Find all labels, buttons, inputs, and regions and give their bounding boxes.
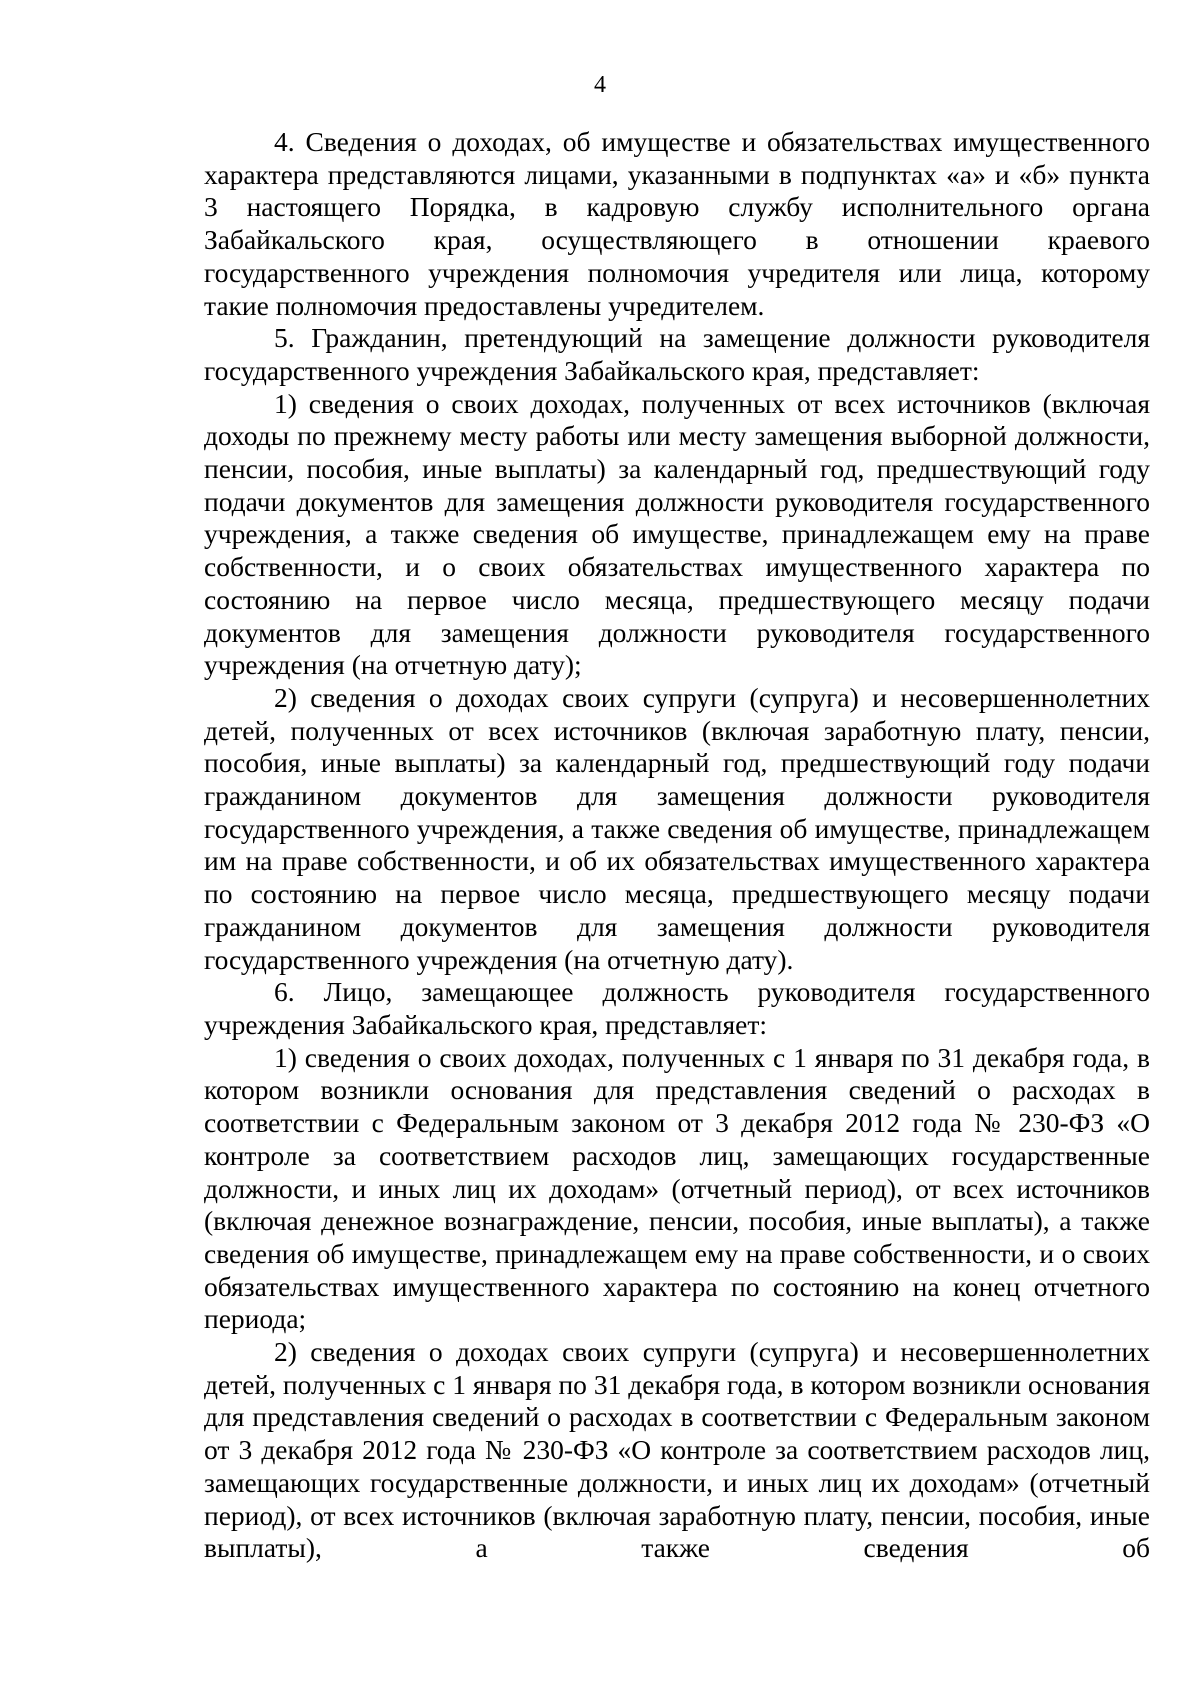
paragraph-5-item-1: 1) сведения о своих доходах, полученных от всех источников (включая доходы по прежнему месту работы или месту замещения выборной должности, пенсии, пособия, иные выплаты) за календарный год, предшествующий году подачи документов для замещения должности руководителя государственного учреждения, а также сведения об имуществе, принадлежащем ему на праве собственности, и о своих обязательствах имущественного характера по состоянию на первое число месяца, предшествующего месяцу подачи документов для замещения должности руководителя государственного учреждения (на отчетную дату); bbox=[204, 387, 1150, 681]
page-number: 4 bbox=[594, 72, 606, 98]
paragraph-4: 4. Сведения о доходах, об имуществе и обязательствах имущественного характера представляются лицами, указанными в подпунктах «а» и «б» пункта 3 настоящего Порядка, в кадровую службу исполнительного органа Забайкальского края, осуществляющего в отношении краевого государственного учреждения полномочия учредителя или лица, которому такие полномочия предоставлены учредителем. bbox=[204, 126, 1150, 321]
paragraph-6-item-2: 2) сведения о доходах своих супруги (супруга) и несовершеннолетних детей, полученных с 1 января по 31 декабря года, в котором возникли основания для представления сведений о расходах в соответствии с Федеральным законом от 3 декабря 2012 года № 230-ФЗ «О контроле за соответствием расходов лиц, замещающих государственные должности, и иных лиц их доходам» (отчетный период), от всех источников (включая заработную плату, пенсии, пособия, иные выплаты), а также сведения об bbox=[204, 1336, 1150, 1564]
paragraph-6-item-1: 1) сведения о своих доходах, полученных с 1 января по 31 декабря года, в котором возникли основания для представления сведений о расходах в соответствии с Федеральным законом от 3 декабря 2012 года № 230-ФЗ «О контроле за соответствием расходов лиц, замещающих государственные должности, и иных лиц их доходам» (отчетный период), от всех источников (включая денежное вознаграждение, пенсии, пособия, иные выплаты), а также сведения об имуществе, принадлежащем ему на праве собственности, и о своих обязательствах имущественного характера по состоянию на конец отчетного периода; bbox=[204, 1041, 1150, 1335]
paragraph-5: 5. Гражданин, претендующий на замещение должности руководителя государственного учреждения Забайкальского края, представляет: bbox=[204, 322, 1150, 386]
paragraph-5-item-2: 2) сведения о доходах своих супруги (супруга) и несовершеннолетних детей, полученных от всех источников (включая заработную плату, пенсии, пособия, иные выплаты) за календарный год, предшествующий году подачи гражданином документов для замещения должности руководителя государственного учреждения, а также сведения об имуществе, принадлежащем им на праве собственности, и об их обязательствах имущественного характера по состоянию на первое число месяца, предшествующего месяцу подачи гражданином документов для замещения должности руководителя государственного учреждения (на отчетную дату). bbox=[204, 681, 1150, 975]
document-body bbox=[204, 126, 1150, 1565]
paragraph-6: 6. Лицо, замещающее должность руководителя государственного учреждения Забайкальского края, представляет: bbox=[204, 976, 1150, 1040]
